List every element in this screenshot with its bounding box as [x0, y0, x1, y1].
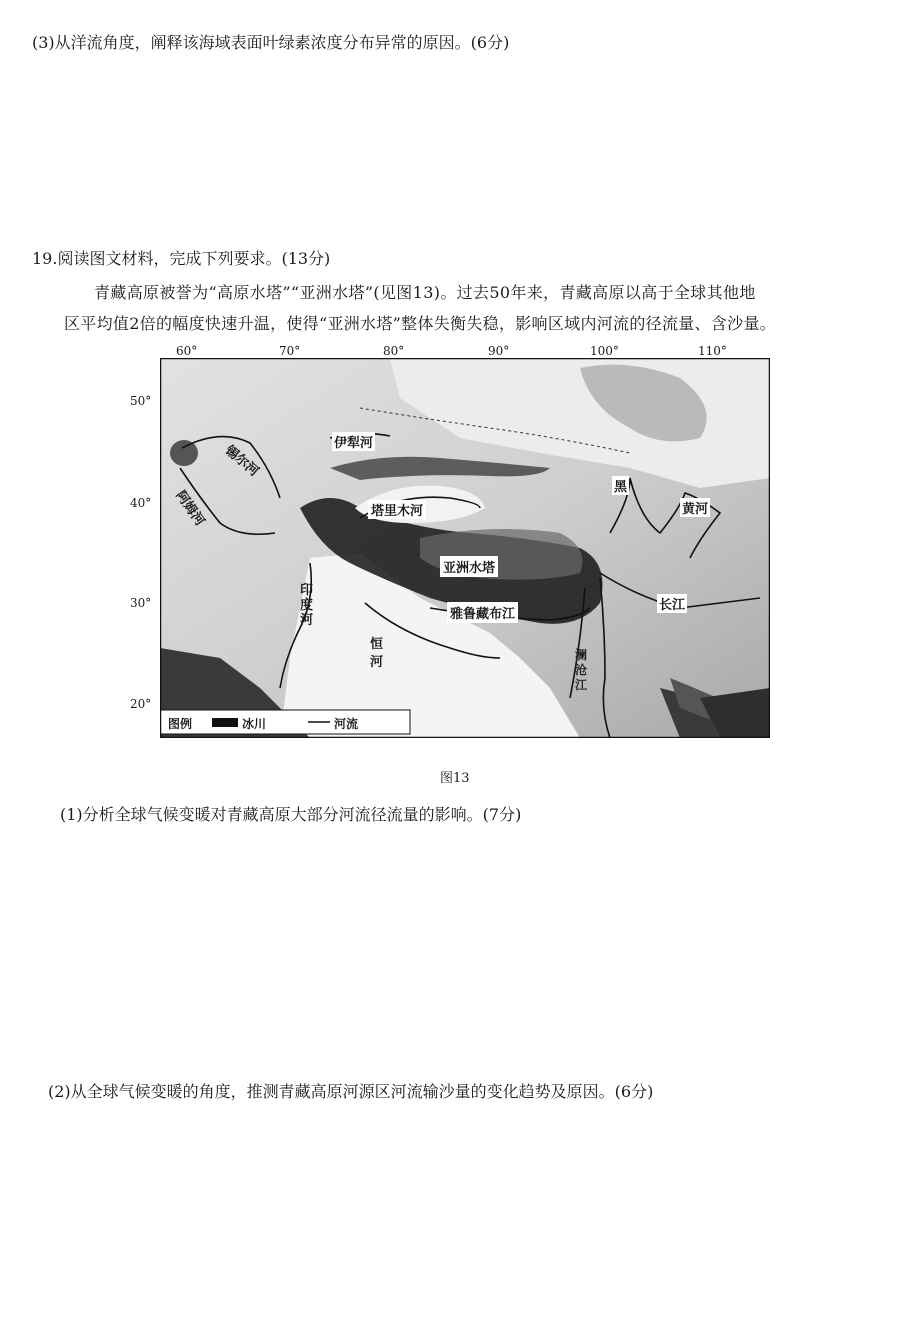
lat-tick-50: 50° — [130, 394, 152, 408]
legend-river-label: 河流 — [334, 717, 359, 731]
question-19-sub2: (2)从全球气候变暖的角度，推测青藏高原河源区河流输沙量的变化趋势及原因。(6分) — [48, 1082, 654, 1101]
label-talimu-river: 塔里木河 — [368, 500, 426, 519]
lat-tick-20: 20° — [130, 697, 152, 711]
figure-13-map — [160, 358, 770, 738]
lon-tick-90: 90° — [488, 344, 510, 358]
label-amu-river: 阿姆河 — [172, 488, 208, 529]
label-asia-water-tower: 亚洲水塔 — [440, 556, 498, 577]
lat-tick-40: 40° — [130, 496, 152, 510]
lon-tick-80: 80° — [383, 344, 405, 358]
label-heng-river: 恒河 — [370, 637, 384, 670]
question-19-paragraph-line1: 青藏高原被誉为“高原水塔”“亚洲水塔”(见图13)。过去50年来，青藏高原以高于全球其他地 — [94, 283, 756, 302]
lon-tick-110: 110° — [698, 344, 727, 358]
question-19-sub1: (1)分析全球气候变暖对青藏高原大部分河流径流量的影响。(7分) — [60, 805, 522, 824]
lon-tick-70: 70° — [279, 344, 301, 358]
legend-title: 图例 — [168, 717, 193, 731]
aral-sea — [170, 440, 198, 466]
lon-tick-100: 100° — [590, 344, 619, 358]
label-yalu-river: 雅鲁藏布江 — [447, 602, 518, 623]
legend-box — [160, 710, 410, 734]
question-3: (3)从洋流角度，阐释该海域表面叶绿素浓度分布异常的原因。(6分) — [32, 33, 510, 52]
label-hei-river: 黑 — [612, 476, 629, 495]
lat-tick-30: 30° — [130, 596, 152, 610]
label-yindu-river: 印度河 — [300, 583, 314, 628]
lon-tick-60: 60° — [176, 344, 198, 358]
label-changjiang: 长江 — [657, 594, 687, 613]
question-19-title: 19.阅读图文材料，完成下列要求。(13分) — [32, 249, 331, 268]
label-lancang-river: 澜沧江 — [575, 648, 588, 692]
legend-glacier-label: 冰川 — [242, 717, 267, 731]
label-yili-river: 伊犁河 — [332, 432, 375, 451]
question-19-paragraph-line2: 区平均值2倍的幅度快速升温，使得“亚洲水塔”整体失衡失稳，影响区域内河流的径流量、含沙量。 — [64, 314, 777, 333]
figure-caption: 图13 — [440, 771, 470, 786]
label-xier-river: 锡尔河 — [221, 443, 262, 480]
label-huanghe: 黄河 — [680, 498, 710, 517]
legend-glacier-swatch — [212, 718, 238, 727]
